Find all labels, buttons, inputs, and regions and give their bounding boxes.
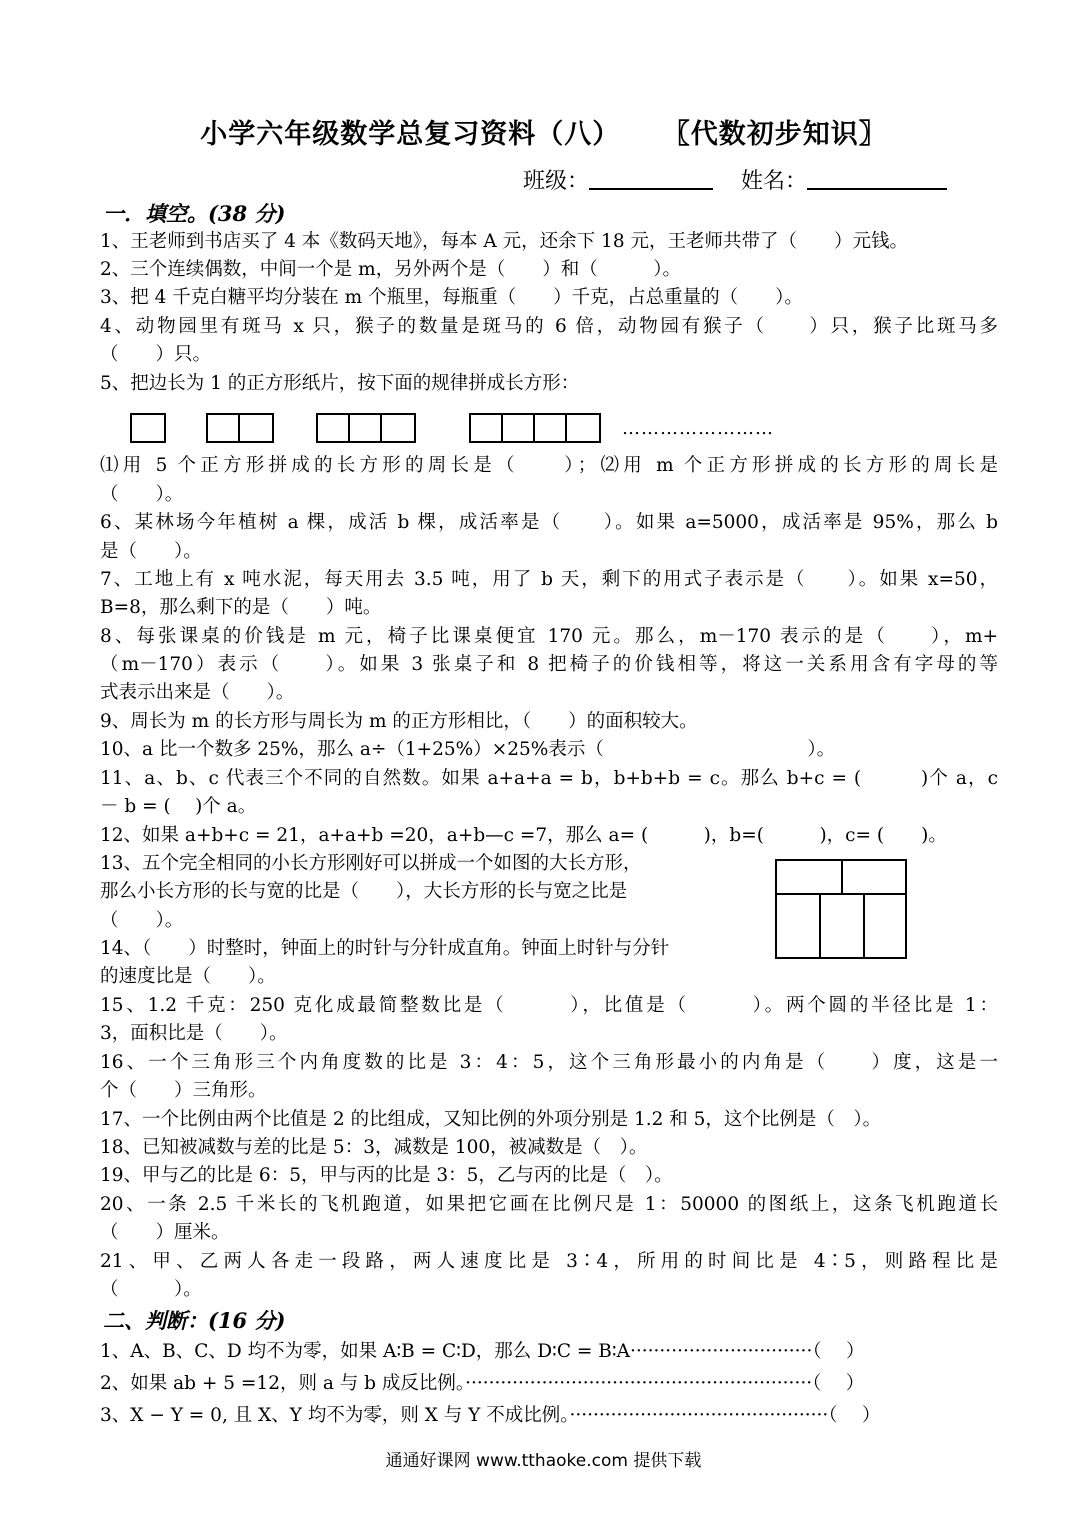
question-line: 18、已知被减数与差的比是 5：3，减数是 100，被减数是（ ）。 [100,1137,648,1158]
name-blank [807,166,947,190]
pattern-dots: …………………… [622,418,774,439]
question-line: 6、某林场今年植树 a 棵，成活 b 棵，成活率是（ ）。如果 a=5000，成活率是 95%，那么 b [100,512,998,533]
question-line: （m－170）表示（ ）。如果 3 张桌子和 8 把椅子的价钱相等，将这一关系用含有字母的等 [100,654,998,675]
question-line: （ ）。 [100,910,184,931]
class-label: 班级： [523,169,590,194]
question-line: ⑴用 5 个正方形拼成的长方形的周长是（ ）；⑵用 m 个正方形拼成的长方形的周长是 [100,455,998,476]
rectangle-figure [775,859,907,959]
figure-divider-top [841,861,843,893]
title-subtitle: 〖代数初步知识〗 [676,119,887,150]
question-line: （ ）。 [100,1279,202,1300]
square-group-4 [469,413,601,443]
name-label: 姓名： [741,169,808,194]
square-group-1 [130,413,166,443]
question-line: 1、王老师到书店买了 4 本《数码天地》，每本 A 元，还余下 18 元，王老师共带了（ ）元钱。 [100,231,908,252]
question-line: 个（ ）三角形。 [100,1080,267,1101]
question-line: 那么小长方形的长与宽的比是（ ），大长方形的长与宽之比是 [100,881,628,902]
question-line: 11、a、b、c 代表三个不同的自然数。如果 a+a+a = b，b+b+b = c。那么 b+c = ( )个 a，c [100,768,998,789]
question-line: 5、把边长为 1 的正方形纸片，按下面的规律拼成长方形： [100,373,580,394]
square-group-3 [316,413,416,443]
class-name-line [523,164,947,195]
question-line: 10、a 比一个数多 25%，那么 a÷（1+25%）×25%表示（ ）。 [100,739,836,760]
question-line: 12、如果 a+b+c = 21，a+a+b =20，a+b—c =7，那么 a= ( )，b=( )，c= ( )。 [100,825,947,846]
figure-divider-horizontal [777,893,905,895]
section-1-title: 一．填空。(38 分) [103,201,286,226]
question-line: 8、每张课桌的价钱是 m 元，椅子比课桌便宜 170 元。那么，m－170 表示的是（ ），m+ [100,626,998,647]
question-line: 7、工地上有 x 吨水泥，每天用去 3.5 吨，用了 b 天，剩下的用式子表示是（ ）。如果 x=50， [100,569,998,590]
question-line: 17、一个比例由两个比值是 2 的比组成，又知比例的外项分别是 1.2 和 5，这个比例是（ ）。 [100,1109,882,1130]
question-line: （ ）厘米。 [100,1222,230,1243]
question-line: 19、甲与乙的比是 6：5，甲与丙的比是 3：5，乙与丙的比是（ ）。 [100,1165,673,1186]
page-footer: 通通好课网 www.tthaoke.com 提供下载 [385,1451,702,1471]
question-line: 2、三个连续偶数，中间一个是 m，另外两个是（ ）和（ ）。 [100,259,681,280]
question-line: （ ）。 [100,484,184,505]
question-line: 3、把 4 千克白糖平均分装在 m 个瓶里，每瓶重（ ）千克，占总重量的（ ）。 [100,287,803,308]
page-title [0,112,1087,151]
question-line: （ ）只。 [100,344,212,365]
figure-divider-bottom-2 [863,893,865,957]
question-line: 14、（ ）时整时，钟面上的时针与分针成直角。钟面上时针与分针 [100,938,670,959]
question-line: 20、一条 2.5 千米长的飞机跑道，如果把它画在比例尺是 1：50000 的图纸上，这条飞机跑道长 [100,1194,998,1215]
question-line: 16、一个三角形三个内角度数的比是 3：4：5，这个三角形最小的内角是（ ）度，这是一 [100,1052,998,1073]
question-line: 是（ ）。 [100,541,202,562]
question-line: 15、1.2 千克：250 克化成最简整数比是（ ），比值是（ ）。两个圆的半径比是 1： [100,995,998,1016]
question-line: 13、五个完全相同的小长方形刚好可以拼成一个如图的大长方形， [100,853,642,874]
question-line: 4、动物园里有斑马 x 只，猴子的数量是斑马的 6 倍，动物园有猴子（ ）只，猴子比斑马多 [100,316,998,337]
title-main: 小学六年级数学总复习资料（八） [200,119,621,150]
question-line: － b = ( )个 a。 [100,796,257,817]
question-line: 式表示出来是（ ）。 [100,682,295,703]
judge-line: 2、如果 ab + 5 =12，则 a 与 b 成反比例。···························································（ ） [100,1373,865,1394]
judge-line: 1、A、B、C、D 均不为零，如果 A∶B = C∶D，那么 D∶C = B∶A·······························（ ） [100,1341,865,1362]
question-line: B=8，那么剩下的是（ ）吨。 [100,597,382,618]
question-line: 的速度比是（ ）。 [100,966,276,987]
question-line: 9、周长为 m 的长方形与周长为 m 的正方形相比，（ ）的面积较大。 [100,711,698,732]
class-blank [589,166,713,190]
question-line: 21、甲、乙两人各走一段路，两人速度比是 3∶4，所用的时间比是 4∶5，则路程比是 [100,1251,998,1272]
section-2-title: 二、判断：(16 分) [103,1308,286,1333]
square-group-2 [206,413,274,443]
judge-line: 3、X − Y = 0, 且 X、Y 均不为零，则 X 与 Y 不成比例。············································（ ） [100,1405,881,1426]
figure-divider-bottom-1 [819,893,821,957]
question-line: 3，面积比是（ ）。 [100,1023,288,1044]
